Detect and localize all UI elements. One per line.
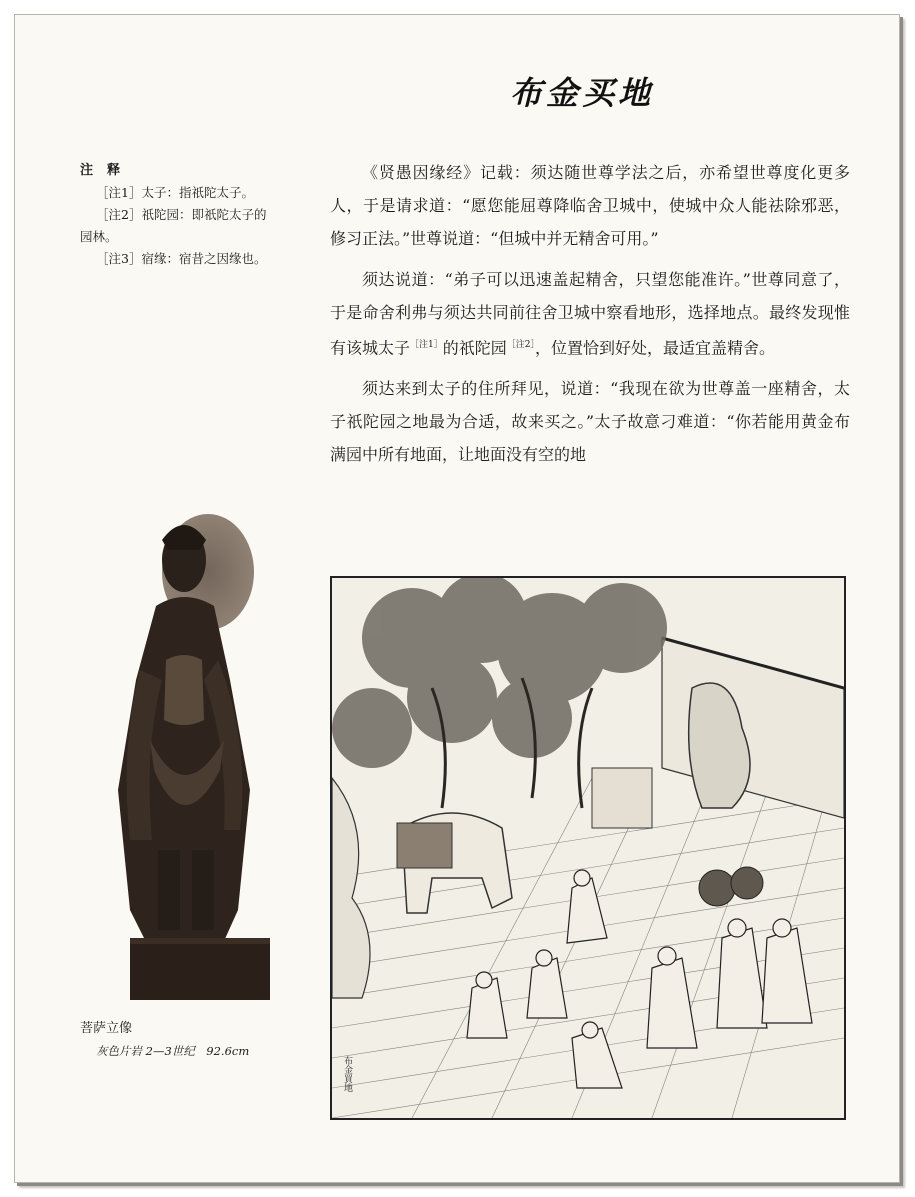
woodblock-illustration — [330, 576, 846, 1120]
bodhisattva-statue-image — [100, 510, 278, 1006]
note-item: ［注2］祇陀园：即祇陀太子的 — [96, 207, 267, 222]
note-item-continuation: 园林。 — [80, 229, 118, 244]
footnote-marker-1: ［注1］ — [410, 340, 443, 350]
statue-detail: 灰色片岩 2—3世纪 92.6cm — [96, 1044, 250, 1058]
main-article — [330, 156, 850, 479]
paragraph-2-text-c: ，位置恰到好处，最适宜盖精舍。 — [535, 338, 776, 358]
note-item: ［注1］太子：指祇陀太子。 — [96, 185, 254, 200]
statue-name: 菩萨立像 — [80, 1021, 133, 1036]
page-title: 布金买地 — [510, 74, 655, 112]
paragraph-1: 《贤愚因缘经》记载：须达随世尊学法之后，亦希望世尊度化更多人，于是请求道：“愿您能屈尊降临舍卫城中，使城中众人能祛除邪恶，修习正法。”世尊说道：“但城中并无精舍可用。” — [330, 163, 850, 248]
notes-heading: 注释 — [80, 163, 135, 178]
paragraph-2-text-b: 的祇陀园 — [442, 338, 507, 358]
statue-caption — [80, 1018, 320, 1062]
paragraph-3: 须达来到太子的住所拜见，说道：“我现在欲为世尊盖一座精舍，太子祇陀园之地最为合适，故来买之。”太子故意刁难道：“你若能用黄金布满园中所有地面，让地面没有空的地 — [330, 379, 850, 465]
illustration-label: 布金買地 — [342, 1056, 352, 1092]
paragraph-2 — [330, 263, 850, 364]
notes-section — [80, 160, 310, 270]
note-item: ［注3］宿缘：宿昔之因缘也。 — [96, 251, 267, 266]
paragraph-2-text-a: 须达说道：“弟子可以迅速盖起精舍，只望您能准许。”世尊同意了，于是命舍利弗与须达共同前往舍卫城中察看地形，选择地点。最终发现惟有该城太子 — [330, 270, 850, 358]
illustration-scene — [332, 578, 844, 1118]
footnote-marker-2: ［注2］ — [506, 340, 535, 350]
